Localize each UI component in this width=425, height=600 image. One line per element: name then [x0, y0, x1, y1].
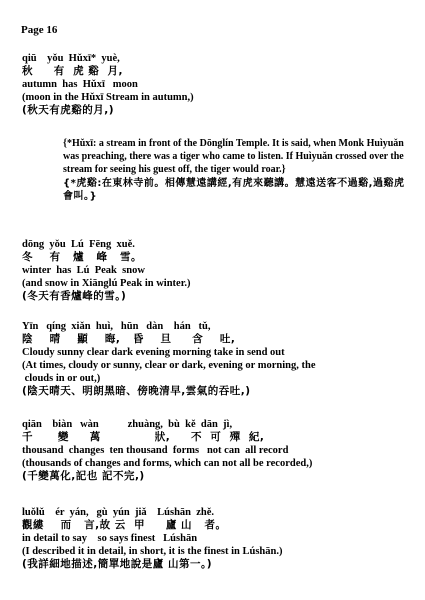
word-gloss-line: in detail to say so says finest Lúshān	[22, 533, 198, 544]
stanza-3	[22, 320, 417, 398]
stanza-4	[22, 418, 417, 483]
footnote-chinese: {*虎谿:在東林寺前。相傳慧遠講經,有虎來聽講。慧遠送客不過谿,過谿虎會叫。}	[63, 178, 405, 202]
footnote	[63, 137, 413, 203]
chinese-characters-line: 冬 有 爐 峰 雪。	[22, 251, 143, 263]
word-gloss-line: winter has Lú Peak snow	[22, 265, 145, 276]
chinese-paraphrase-line: (陰天晴天、明朗黑暗、傍晚清早,雲氣的吞吐,)	[22, 385, 251, 397]
chinese-paraphrase-line: (冬天有香爐峰的雪。)	[22, 290, 127, 302]
page-number: Page 16	[21, 24, 58, 36]
word-gloss-line: autumn has Hǔxī moon	[22, 79, 138, 90]
english-paraphrase-line: (moon in the Hǔxī Stream in autumn,)	[22, 92, 194, 103]
english-paraphrase-line: (and snow in Xiānglú Peak in winter.)	[22, 278, 191, 289]
stanza-1	[22, 52, 417, 117]
pinyin-line: dōng yǒu Lú Fēng xuě.	[22, 239, 135, 250]
chinese-paraphrase-line: (千變萬化,記也 記不完,)	[22, 470, 145, 482]
word-gloss-line: Cloudy sunny clear dark evening morning take in send out	[22, 347, 285, 358]
english-paraphrase-line: (At times, cloudy or sunny, clear or dark, evening or morning, the	[22, 360, 316, 371]
footnote-english: {*Hǔxī: a stream in front of the Dōnglín Temple. It is said, when Monk Huìyuǎn was preaching, there was a tiger who came to listen. If Huìyuǎn crossed over the stream for seeing his guest off, the tiger would roar.}	[63, 138, 404, 175]
stanza-5	[22, 506, 417, 571]
chinese-paraphrase-line: (我詳細地描述,簡單地說是廬 山第一。)	[22, 558, 212, 570]
pinyin-line: qiū yǒu Hǔxī* yuè,	[22, 53, 120, 64]
chinese-characters-line: 秋 有 虎 谿 月,	[22, 65, 124, 77]
stanza-2	[22, 238, 417, 303]
chinese-characters-line: 觀縷 而 言,故 云 甲 廬 山 者。	[22, 519, 227, 531]
pinyin-line: luǒlǔ ér yán, gù yún jiǎ Lúshān zhě.	[22, 507, 215, 518]
pinyin-line: qiān biàn wàn zhuàng, bù kě dān jì,	[22, 419, 233, 430]
chinese-paraphrase-line: (秋天有虎谿的月,)	[22, 104, 115, 116]
pinyin-line: Yīn qíng xiǎn huì, hūn dàn hán tǔ,	[22, 321, 211, 332]
english-paraphrase-line: clouds in or out,)	[22, 373, 101, 384]
chinese-characters-line: 千 變 萬 狀, 不 可 殫 紀,	[22, 431, 265, 443]
english-paraphrase-line: (I described it in detail, in short, it is the finest in Lúshān.)	[22, 546, 283, 557]
chinese-characters-line: 陰 晴 顯 晦, 昏 旦 含 吐,	[22, 333, 236, 345]
word-gloss-line: thousand changes ten thousand forms not can all record	[22, 445, 289, 456]
english-paraphrase-line: (thousands of changes and forms, which can not all be recorded,)	[22, 458, 313, 469]
